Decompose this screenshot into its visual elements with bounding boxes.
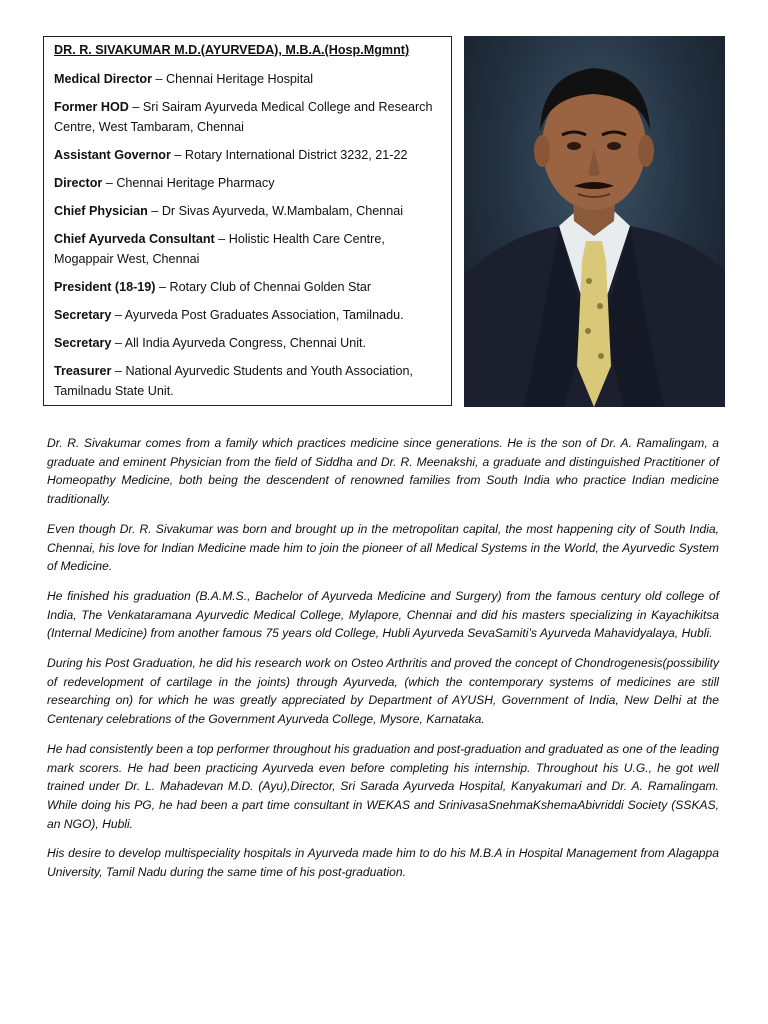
role-title: Secretary <box>54 308 112 322</box>
bio-paragraph: He finished his graduation (B.A.M.S., Bachelor of Ayurveda Medicine and Surgery) from the famous century old college of India, The Venkataramana Ayurvedic Medical College, Mylapore, Chennai and did his masters specializing in Kayachikitsa (Internal Medicine) from another famous 75 years old College, Hubli Ayurveda SevaSamiti’s Ayurveda Mahavidyalaya, Hubli. <box>47 588 719 641</box>
role-title: Director <box>54 176 103 190</box>
bio-paragraph: During his Post Graduation, he did his research work on Osteo Arthritis and proved the concept of Chondrogenesis(possibility of redevelopment of cartilage in the joints) through Ayurveda, (which the contemporary systems of medicines are still researching on) for which he was greatly appreciated by Department of AYUSH, Government of India, New Delhi at the Centenary celebrations of the Government Ayurveda College, Mysore, Karnataka. <box>47 656 719 727</box>
role-item: President (18-19) – Rotary Club of Chennai Golden Star <box>54 280 372 294</box>
bio-paragraph: Dr. R. Sivakumar comes from a family which practices medicine since generations. He is the son of Dr. A. Ramalingam, a graduate and eminent Physician from the field of Siddha and Dr. R. Meenakshi, a graduate and distinguished Practitioner of Homeopathy Medicine, both being the descendent of renowned families from South India who practice Indian medicine traditionally. <box>47 436 719 507</box>
bio-paragraph: His desire to develop multispeciality hospitals in Ayurveda made him to do his M.B.A in Hospital Management from Alagappa University, Tamil Nadu during the same time of his post-graduation. <box>47 846 719 880</box>
role-detail: Dr Sivas Ayurveda, W.Mambalam, Chennai <box>161 204 404 218</box>
role-title: Former HOD <box>54 100 129 114</box>
doctor-portrait-photo <box>464 36 725 407</box>
role-item: Medical Director – Chennai Heritage Hospital <box>54 72 314 86</box>
role-title: Assistant Governor <box>54 148 171 162</box>
role-detail: Rotary Club of Chennai Golden Star <box>169 280 372 294</box>
role-item: Director – Chennai Heritage Pharmacy <box>54 176 275 190</box>
role-title: President (18-19) <box>54 280 156 294</box>
role-title: Medical Director <box>54 72 152 86</box>
role-item: Assistant Governor – Rotary International District 3232, 21-22 <box>54 148 408 162</box>
role-item: Chief Physician – Dr Sivas Ayurveda, W.Mambalam, Chennai <box>54 204 404 218</box>
credentials-box <box>43 36 452 406</box>
portrait-illustration <box>464 36 725 407</box>
role-item: Former HOD – Sri Sairam Ayurveda Medical College and Research Centre, West Tambaram, Chennai <box>54 100 433 134</box>
biography-section <box>47 434 719 893</box>
role-detail: Ayurveda Post Graduates Association, Tamilnadu. <box>124 308 404 322</box>
role-title: Secretary <box>54 336 112 350</box>
role-item: Treasurer – National Ayurvedic Students and Youth Association, Tamilnadu State Unit. <box>54 364 413 398</box>
bio-paragraph: He had consistently been a top performer throughout his graduation and post-graduation and graduated as one of the leading mark scorers. He had been practicing Ayurveda even before completing his internship. Throughout his U.G., he got well trained under Dr. L. Mahadevan M.D. (Ayu),Director, Sri Sarada Ayurveda Hospital, Kanyakumari and Dr. A. Ramalingam. While doing his PG, he had been a part time consultant in WEKAS and SrinivasaSnehmaKshemaAbivriddi Society (SSKAS, an NGO), Hubli. <box>47 741 719 831</box>
role-item: Secretary – All India Ayurveda Congress, Chennai Unit. <box>54 336 367 350</box>
role-detail: Chennai Heritage Hospital <box>166 72 314 86</box>
role-title: Chief Physician <box>54 204 148 218</box>
role-detail: Holistic Health Care Centre, Mogappair West, Chennai <box>54 232 385 266</box>
role-detail: Chennai Heritage Pharmacy <box>116 176 275 190</box>
role-detail: All India Ayurveda Congress, Chennai Unit. <box>124 336 367 350</box>
role-item: Secretary – Ayurveda Post Graduates Association, Tamilnadu. <box>54 308 404 322</box>
role-title: Chief Ayurveda Consultant <box>54 232 215 246</box>
role-detail: Rotary International District 3232, 21-22 <box>184 148 408 162</box>
role-item: Chief Ayurveda Consultant – Holistic Health Care Centre, Mogappair West, Chennai <box>54 232 385 266</box>
role-detail: Sri Sairam Ayurveda Medical College and Research Centre, West Tambaram, Chennai <box>54 100 433 134</box>
bio-paragraph: Even though Dr. R. Sivakumar was born and brought up in the metropolitan capital, the most happening city of South India, Chennai, his love for Indian Medicine made him to join the pioneer of all Medical Systems in the World, the Ayurvedic System of Medicine. <box>47 521 719 574</box>
doctor-name-heading: DR. R. SIVAKUMAR M.D.(AYURVEDA), M.B.A.(Hosp.Mgmnt) <box>54 43 410 57</box>
role-title: Treasurer <box>54 364 112 378</box>
role-detail: National Ayurvedic Students and Youth Association, Tamilnadu State Unit. <box>54 364 413 398</box>
